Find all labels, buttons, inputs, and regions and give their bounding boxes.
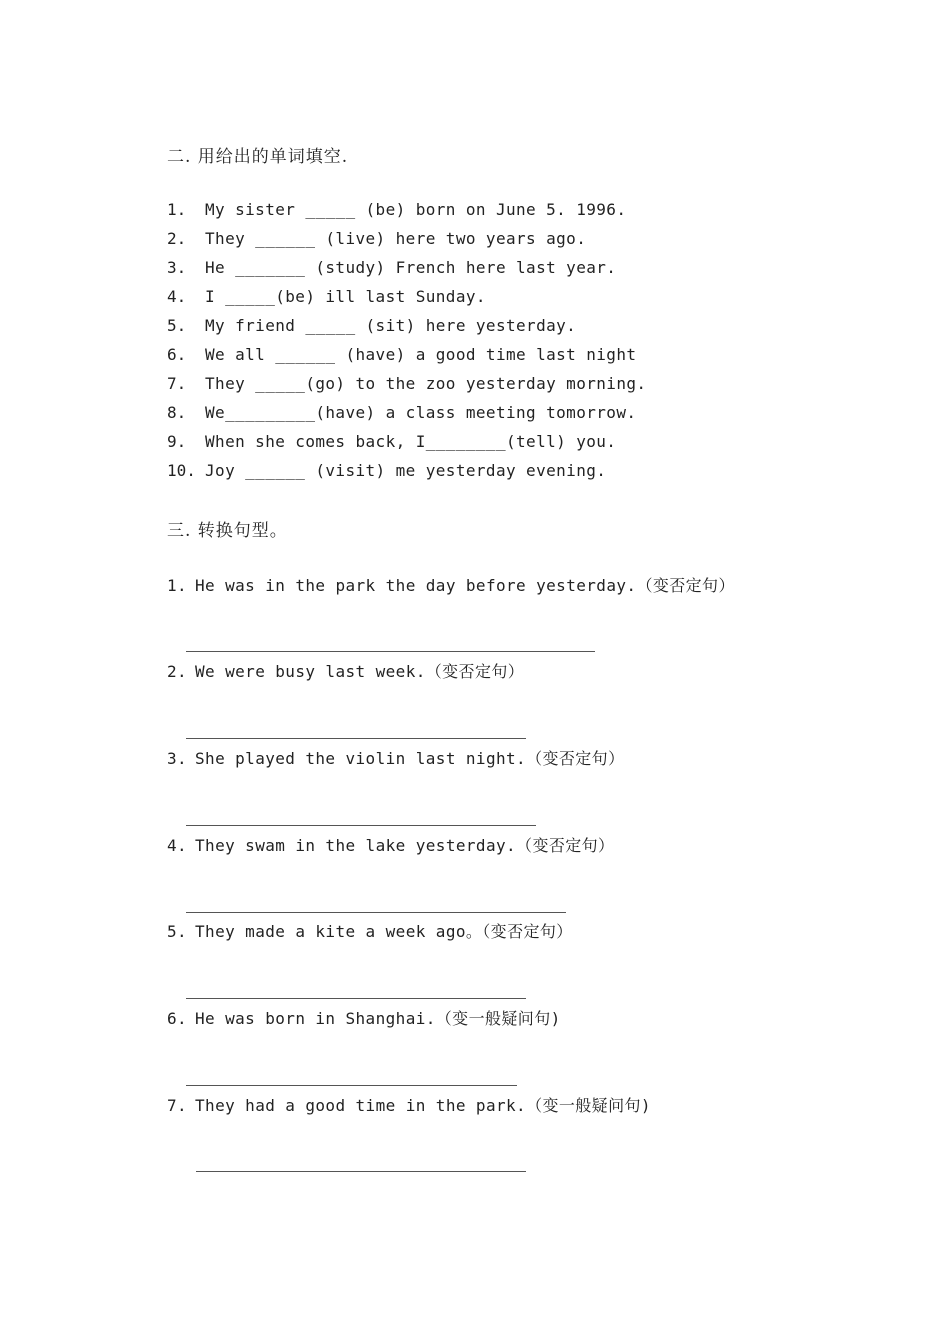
item-text: When she comes back, I________(tell) you. bbox=[205, 432, 617, 451]
transform-item-7 bbox=[167, 1094, 651, 1118]
transform-item-5 bbox=[167, 920, 573, 944]
item-text: They swam in the lake yesterday.（变否定句） bbox=[195, 836, 615, 855]
item-text: He was born in Shanghai.（变一般疑问句) bbox=[195, 1009, 561, 1028]
item-number: 4. bbox=[167, 287, 187, 306]
item-number: 9. bbox=[167, 432, 187, 451]
item-text: She played the violin last night.（变否定句） bbox=[195, 749, 625, 768]
transform-item-1 bbox=[167, 574, 735, 598]
answer-line-1 bbox=[186, 651, 595, 652]
item-text: They had a good time in the park.（变一般疑问句) bbox=[195, 1096, 651, 1115]
item-text: He _______ (study) French here last year. bbox=[205, 258, 617, 277]
fill-item-8 bbox=[167, 402, 636, 424]
fill-item-2 bbox=[167, 228, 586, 250]
item-number: 7. bbox=[167, 1096, 188, 1115]
answer-line-7 bbox=[196, 1171, 526, 1172]
item-text: We all ______ (have) a good time last night bbox=[205, 345, 637, 364]
item-text: They made a kite a week ago。（变否定句） bbox=[195, 922, 573, 941]
fill-item-9 bbox=[167, 431, 616, 453]
item-number: 10. bbox=[167, 461, 196, 480]
item-number: 4. bbox=[167, 836, 188, 855]
fill-item-1 bbox=[167, 199, 626, 221]
item-number: 2. bbox=[167, 662, 188, 681]
item-number: 1. bbox=[167, 576, 188, 595]
answer-line-5 bbox=[186, 998, 526, 999]
answer-line-2 bbox=[186, 738, 526, 739]
fill-item-10 bbox=[167, 460, 606, 482]
item-number: 5. bbox=[167, 922, 188, 941]
item-text: We were busy last week.（变否定句） bbox=[195, 662, 525, 681]
item-number: 3. bbox=[167, 258, 187, 277]
item-text: He was in the park the day before yesterday.（变否定句） bbox=[195, 576, 735, 595]
answer-line-4 bbox=[186, 912, 566, 913]
fill-item-7 bbox=[167, 373, 646, 395]
answer-line-6 bbox=[186, 1085, 517, 1086]
item-number: 1. bbox=[167, 200, 187, 219]
transform-item-4 bbox=[167, 834, 614, 858]
item-text: We_________(have) a class meeting tomorrow. bbox=[205, 403, 637, 422]
item-text: Joy ______ (visit) me yesterday evening. bbox=[205, 461, 607, 480]
item-text: My friend _____ (sit) here yesterday. bbox=[205, 316, 577, 335]
answer-line-3 bbox=[186, 825, 536, 826]
fill-item-4 bbox=[167, 286, 486, 308]
item-number: 7. bbox=[167, 374, 187, 393]
item-number: 6. bbox=[167, 345, 187, 364]
item-text: They _____(go) to the zoo yesterday morning. bbox=[205, 374, 647, 393]
transform-item-3 bbox=[167, 747, 624, 771]
fill-item-5 bbox=[167, 315, 576, 337]
item-number: 8. bbox=[167, 403, 187, 422]
transform-item-2 bbox=[167, 660, 524, 684]
transform-item-6 bbox=[167, 1007, 561, 1031]
section-3-heading: 三. 转换句型。 bbox=[167, 521, 288, 541]
item-text: I _____(be) ill last Sunday. bbox=[205, 287, 486, 306]
section-2-heading: 二. 用给出的单词填空. bbox=[167, 147, 349, 167]
item-number: 6. bbox=[167, 1009, 188, 1028]
item-number: 3. bbox=[167, 749, 188, 768]
item-text: They ______ (live) here two years ago. bbox=[205, 229, 587, 248]
item-number: 5. bbox=[167, 316, 187, 335]
item-text: My sister _____ (be) born on June 5. 1996. bbox=[205, 200, 627, 219]
item-number: 2. bbox=[167, 229, 187, 248]
fill-item-3 bbox=[167, 257, 616, 279]
fill-item-6 bbox=[167, 344, 636, 366]
